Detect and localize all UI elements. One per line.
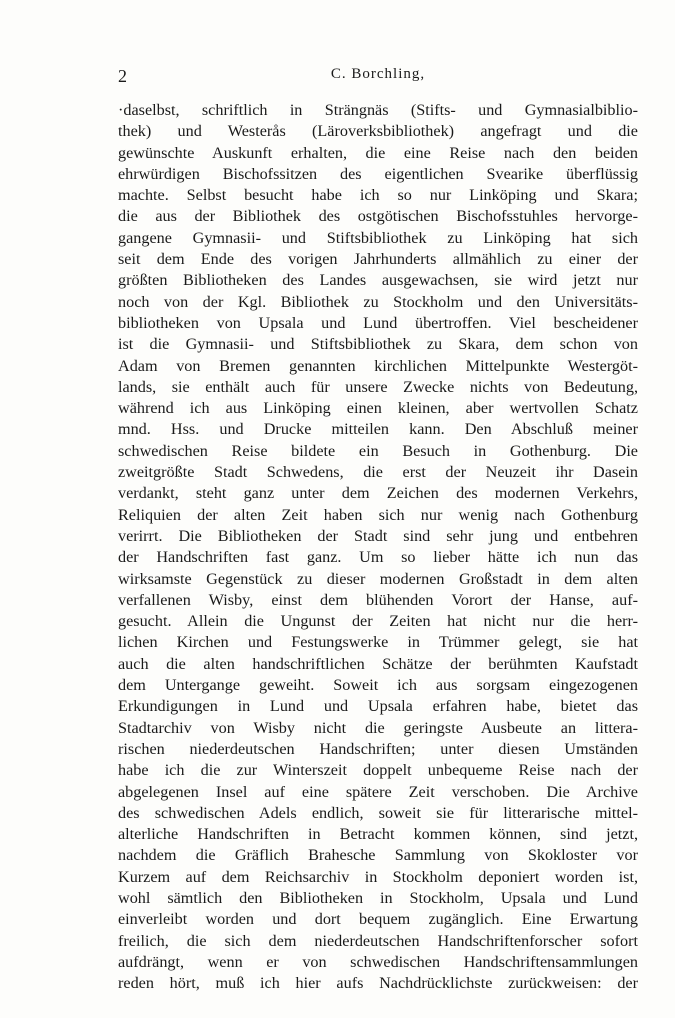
text-line: größten Bibliotheken des Landes ausgewachsen, sie wird jetzt nur [118,271,638,290]
text-line: nachdem die Gräflich Brahesche Sammlung von Skokloster vor [118,846,638,865]
text-line: verfallenen Wisby, einst dem blühenden Vorort der Hanse, auf- [118,590,638,609]
text-line: gesucht. Allein die Ungunst der Zeiten hat nicht nur die herr- [118,612,638,631]
text-line: lands, sie enthält auch für unsere Zwecke nichts von Bedeutung, [118,377,638,396]
text-line: gangene Gymnasii- und Stiftsbibliothek zu Linköping hat sich [118,228,638,247]
text-line: einverleibt worden und dort bequem zugänglich. Eine Erwartung [118,910,638,929]
page-header [118,66,638,90]
page-number: 2 [118,66,127,86]
text-line: ·daselbst, schriftlich in Strängnäs (Stifts- und Gymnasialbiblio- [118,101,638,119]
text-line: abgelegenen Insel auf eine spätere Zeit verschoben. Die Archive [118,782,638,801]
text-line: freilich, die sich dem niederdeutschen Handschriftenforscher sofort [118,931,638,950]
text-line: alterliche Handschriften in Betracht kommen können, sind jetzt, [118,825,638,844]
text-line: der Handschriften fast ganz. Um so lieber hätte ich nun das [118,548,638,567]
text-line: wohl sämtlich den Bibliotheken in Stockholm, Upsala und Lund [118,888,638,907]
text-line: wirksamste Gegenstück zu dieser modernen Großstadt in dem alten [118,569,638,588]
text-line: auch die alten handschriftlichen Schätze der berühmten Kaufstadt [118,654,638,673]
text-line: Stadtarchiv von Wisby nicht die geringste Ausbeute an littera- [118,718,638,737]
text-line: rischen niederdeutschen Handschriften; unter diesen Umständen [118,739,638,758]
text-line: aufdrängt, wenn er von schwedischen Handschriftensammlungen [118,952,638,971]
text-line: Adam von Bremen genannten kirchlichen Mittelpunkte Westergöt- [118,356,638,375]
text-line: verirrt. Die Bibliotheken der Stadt sind sehr jung und entbehren [118,526,638,545]
text-line: dem Untergange geweiht. Soweit ich aus sorgsam eingezogenen [118,676,638,695]
text-line: lichen Kirchen und Festungswerke in Trümmer gelegt, sie hat [118,633,638,652]
text-line: die aus der Bibliothek des ostgötischen Bischofsstuhles hervorge- [118,207,638,226]
text-line: zweitgrößte Stadt Schwedens, die erst der Neuzeit ihr Dasein [118,463,638,482]
text-line: noch von der Kgl. Bibliothek zu Stockholm und den Universitäts- [118,292,638,311]
body-text [118,100,638,994]
text-line: bibliotheken von Upsala und Lund übertroffen. Viel bescheidener [118,313,638,332]
text-line: des schwedischen Adels endlich, soweit sie für litterarische mittel- [118,803,638,822]
text-line: reden hört, muß ich hier aufs Nachdrücklichste zurückweisen: der [118,974,638,993]
text-line: während ich aus Linköping einen kleinen, aber wertvollen Schatz [118,399,638,418]
text-line: machte. Selbst besucht habe ich so nur Linköping und Skara; [118,186,638,205]
text-line: ehrwürdigen Bischofssitzen des eigentlichen Svearike überflüssig [118,164,638,183]
text-line: thek) und Westerås (Läroverksbibliothek) angefragt und die [118,122,638,141]
text-line: verdankt, steht ganz unter dem Zeichen des modernen Verkehrs, [118,484,638,503]
text-line: mnd. Hss. und Drucke mitteilen kann. Den Abschluß meiner [118,420,638,439]
text-line: Erkundigungen in Lund und Upsala erfahren habe, bietet das [118,697,638,716]
text-line: Reliquien der alten Zeit haben sich nur wenig nach Gothenburg [118,505,638,524]
text-line: seit dem Ende des vorigen Jahrhunderts allmählich zu einer der [118,250,638,269]
text-line: Kurzem auf dem Reichsarchiv in Stockholm deponiert worden ist, [118,867,638,886]
running-head: C. Borchling, [330,66,426,82]
text-line: habe ich die zur Winterszeit doppelt unbequeme Reise nach der [118,761,638,780]
text-line: ist die Gymnasii- und Stiftsbibliothek zu Skara, dem schon von [118,335,638,354]
text-line: gewünschte Auskunft erhalten, die eine Reise nach den beiden [118,143,638,162]
text-line: schwedischen Reise bildete ein Besuch in Gothenburg. Die [118,441,638,460]
